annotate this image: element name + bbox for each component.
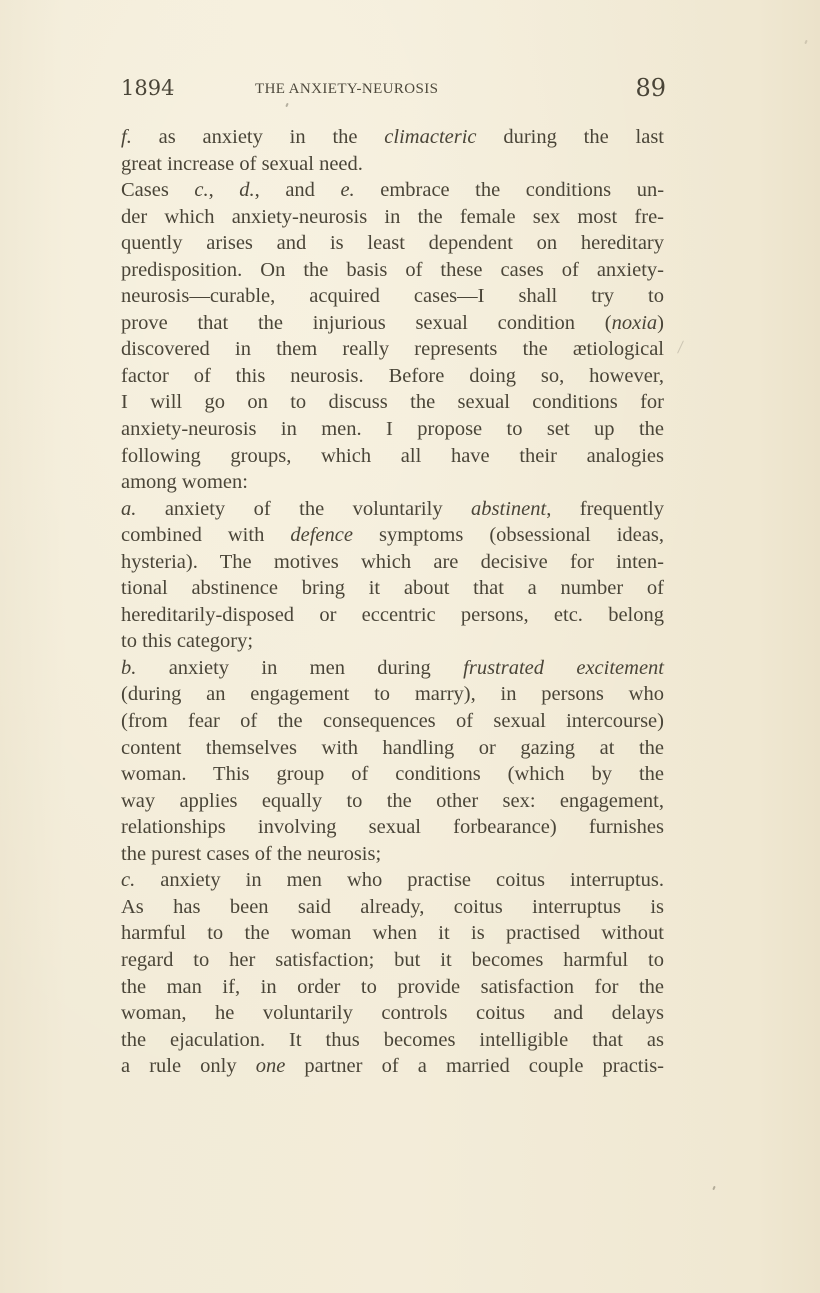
body-text xyxy=(121,124,664,1080)
text-run: as anxiety in the xyxy=(131,126,385,148)
text-run: , and xyxy=(254,179,341,202)
text-line xyxy=(121,681,664,708)
text-run: content themselves with handling or gazing at the xyxy=(121,736,664,759)
paper-speck xyxy=(712,1186,716,1190)
italic-text: f. xyxy=(121,126,132,148)
italic-text: frustrated excitement xyxy=(463,656,664,679)
text-run: great increase of sexual need. xyxy=(121,152,363,175)
text-run: , xyxy=(208,179,240,202)
running-head xyxy=(121,76,666,106)
text-run: combined with xyxy=(121,524,291,547)
text-run: woman. This group of conditions (which by the xyxy=(121,763,664,786)
text-run: quently arises and is least dependent on hereditary xyxy=(121,232,664,255)
text-run: embrace the conditions un- xyxy=(354,179,665,202)
italic-text: one xyxy=(255,1055,286,1078)
text-run: ) xyxy=(657,311,664,334)
text-run: partner of a married couple practis- xyxy=(285,1055,664,1078)
text-line xyxy=(121,230,664,257)
text-line xyxy=(121,549,664,576)
text-run: following groups, which all have their analogies xyxy=(121,444,664,467)
text-run: during the last xyxy=(476,126,664,148)
running-head-title: THE ANXIETY-NEUROSIS xyxy=(255,81,439,97)
text-line xyxy=(121,761,664,788)
text-run: hereditarily-disposed or eccentric persons, etc. belong xyxy=(121,603,664,626)
italic-text: climacteric xyxy=(384,126,477,148)
text-run: anxiety of the voluntarily xyxy=(136,497,472,520)
italic-text: b. xyxy=(121,656,137,679)
text-run: (during an engagement to marry), in persons who xyxy=(121,683,664,706)
text-run: anxiety in men who practise coitus interruptus. xyxy=(135,869,664,892)
text-line xyxy=(121,363,664,390)
text-line xyxy=(121,735,664,762)
italic-text: c. xyxy=(194,179,209,202)
text-run: predisposition. On the basis of these cases of anxiety- xyxy=(121,258,664,281)
text-line xyxy=(121,920,664,947)
paper-speck xyxy=(677,340,684,353)
text-line xyxy=(121,443,664,470)
text-line xyxy=(121,177,664,204)
text-line xyxy=(121,974,664,1001)
text-run: among women: xyxy=(121,471,248,494)
text-run: the purest cases of the neurosis; xyxy=(121,842,382,865)
text-run: tional abstinence bring it about that a number of xyxy=(121,577,664,600)
text-line xyxy=(121,628,664,655)
text-run: , frequently xyxy=(546,497,664,520)
text-line xyxy=(121,841,664,868)
italic-text: e. xyxy=(340,179,355,202)
text-line xyxy=(121,204,664,231)
text-run: neurosis—curable, acquired cases—I shall try to xyxy=(121,285,664,308)
text-run: a rule only xyxy=(121,1055,256,1078)
text-line xyxy=(121,310,664,337)
text-line xyxy=(121,1053,664,1080)
text-run: anxiety in men during xyxy=(136,656,464,679)
text-line xyxy=(121,522,664,549)
text-line xyxy=(121,1000,664,1027)
text-line xyxy=(121,655,664,682)
italic-text: d. xyxy=(239,179,255,202)
text-run: the ejaculation. It thus becomes intelligible that as xyxy=(121,1028,664,1051)
text-run: anxiety-neurosis in men. I propose to set up the xyxy=(121,418,664,441)
text-run: discovered in them really represents the ætiological xyxy=(121,338,664,361)
text-line xyxy=(121,947,664,974)
text-run: Cases xyxy=(121,179,195,202)
text-line xyxy=(121,336,664,363)
text-run: I will go on to discuss the sexual conditions for xyxy=(121,391,664,414)
text-line xyxy=(121,496,664,523)
text-line xyxy=(121,469,664,496)
italic-text: abstinent xyxy=(471,497,547,520)
page-number: 89 xyxy=(635,74,666,102)
text-run: symptoms (obsessional ideas, xyxy=(352,524,664,547)
text-run: the man if, in order to provide satisfaction for the xyxy=(121,975,664,998)
text-line xyxy=(121,575,664,602)
text-run: regard to her satisfaction; but it becomes harmful to xyxy=(121,948,664,971)
text-line xyxy=(121,894,664,921)
text-run: hysteria). The motives which are decisive for inten- xyxy=(121,550,664,573)
text-line xyxy=(121,389,664,416)
text-run: woman, he voluntarily controls coitus and delays xyxy=(121,1002,664,1025)
italic-text: noxia xyxy=(611,311,658,334)
text-line xyxy=(121,814,664,841)
italic-text: defence xyxy=(290,524,353,547)
text-run: way applies equally to the other sex: engagement, xyxy=(121,789,664,812)
text-line xyxy=(121,602,664,629)
text-run: As has been said already, coitus interruptus is xyxy=(121,895,664,918)
text-line xyxy=(121,788,664,815)
text-run: factor of this neurosis. Before doing so, however, xyxy=(121,364,664,387)
text-line xyxy=(121,867,664,894)
text-run: relationships involving sexual forbearance) furnishes xyxy=(121,816,664,839)
running-head-year: 1894 xyxy=(121,76,175,100)
text-line xyxy=(121,1027,664,1054)
italic-text: c. xyxy=(121,869,136,892)
text-run: prove that the injurious sexual condition ( xyxy=(121,311,612,334)
text-line xyxy=(121,151,664,178)
text-run: harmful to the woman when it is practised without xyxy=(121,922,664,945)
text-line xyxy=(121,124,664,151)
paper-speck xyxy=(804,40,808,44)
text-line xyxy=(121,257,664,284)
text-line xyxy=(121,416,664,443)
text-run: to this category; xyxy=(121,630,254,653)
text-line xyxy=(121,283,664,310)
italic-text: a. xyxy=(121,497,137,520)
text-run: (from fear of the consequences of sexual intercourse) xyxy=(121,710,664,733)
text-run: der which anxiety-neurosis in the female sex most fre- xyxy=(121,205,664,228)
text-line xyxy=(121,708,664,735)
